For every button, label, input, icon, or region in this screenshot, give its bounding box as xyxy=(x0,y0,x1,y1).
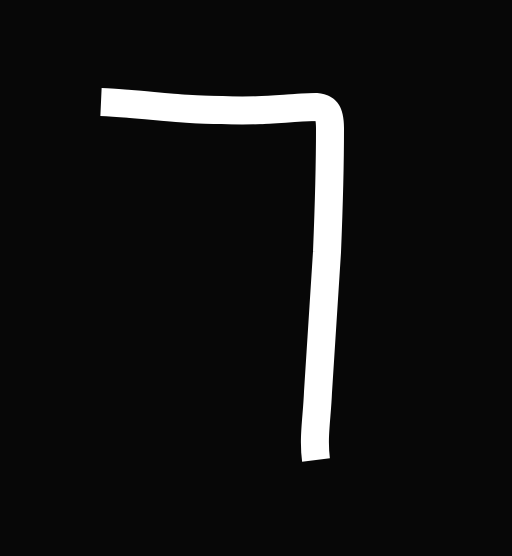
digit-stroke xyxy=(101,102,330,460)
